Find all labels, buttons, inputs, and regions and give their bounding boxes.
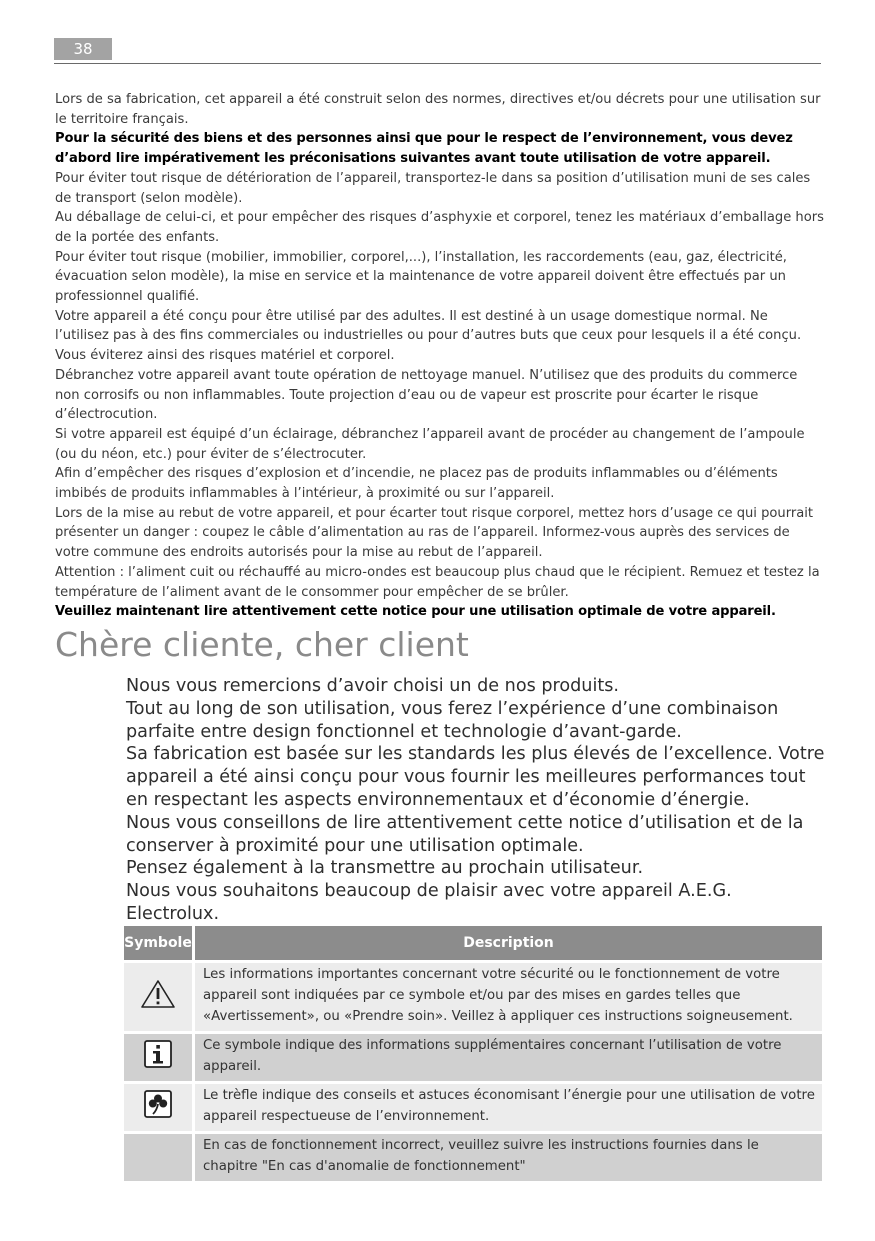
description-cell: Les informations importantes concernant votre sécurité ou le fonctionnement de votre appareil sont indiquées par ce symbole et/ou par des mises en gardes telles que «Avertissement», ou «Prendre soin». Veillez à appliquer ces instructions soigneusement. bbox=[195, 963, 822, 1031]
intro-paragraph: Sa fabrication est basée sur les standards les plus élevés de l’excellence. Votre appareil a été ainsi conçu pour vous fournir les meilleures performances tout en respectant les aspects environnementaux et d’économie d’énergie. bbox=[126, 744, 825, 810]
safety-paragraph: Attention : l’aliment cuit ou réchauffé au micro-ondes est beaucoup plus chaud que le récipient. Remuez et testez la température de l’aliment avant de le consommer pour empêcher de se brûler. bbox=[55, 564, 820, 600]
safety-paragraph: Afin d’empêcher des risques d’explosion et d’incendie, ne placez pas de produits inflammables ou d’éléments imbibés de produits inflammables à l’intérieur, à proximité ou sur l’appareil. bbox=[55, 466, 778, 502]
description-cell: Le trèfle indique des conseils et astuces économisant l’énergie pour une utilisation de votre appareil respectueuse de l’environnement. bbox=[195, 1084, 822, 1131]
table-row bbox=[124, 1134, 822, 1181]
table-row bbox=[124, 1034, 822, 1081]
intro-paragraph: Nous vous remercions d’avoir choisi un de nos produits. bbox=[126, 676, 619, 696]
intro-paragraph: Nous vous souhaitons beaucoup de plaisir avec votre appareil A.E.G. Electrolux. bbox=[126, 881, 732, 924]
section-heading: Chère cliente, cher client bbox=[55, 625, 469, 664]
symbol-cell bbox=[124, 963, 195, 1031]
info-icon bbox=[144, 1040, 172, 1075]
table-header-row bbox=[124, 926, 822, 960]
description-cell: En cas de fonctionnement incorrect, veuillez suivre les instructions fournies dans le chapitre "En cas d'anomalie de fonctionnement" bbox=[195, 1134, 822, 1181]
intro-paragraph: Pensez également à la transmettre au prochain utilisateur. bbox=[126, 858, 644, 879]
safety-paragraph: Au déballage de celui-ci, et pour empêcher des risques d’asphyxie et corporel, tenez les matériaux d’emballage hors de la portée des enfants. bbox=[55, 210, 824, 245]
safety-paragraph: Lors de sa fabrication, cet appareil a été construit selon des normes, directives et/ou décrets pour une utilisation sur le territoire français. bbox=[55, 92, 821, 127]
intro-paragraph: Nous vous conseillons de lire attentivement cette notice d’utilisation et de la conserver à proximité pour une utilisation optimale. bbox=[126, 812, 804, 856]
safety-paragraph: Votre appareil a été conçu pour être utilisé par des adultes. Il est destiné à un usage domestique normal. Ne l’utilisez pas à des fins commerciales ou industrielles ou pour d’autres buts que ceux pour lesquels il a été conçu. Vous éviterez ainsi des risques matériel et corporel. bbox=[55, 308, 802, 364]
intro-paragraph: Tout au long de son utilisation, vous ferez l’expérience d’une combinaison parfaite entre design fonctionnel et technologie d’avant-garde. bbox=[126, 698, 779, 742]
symbol-cell bbox=[124, 1084, 195, 1131]
safety-paragraph: Pour éviter tout risque de détérioration de l’appareil, transportez-le dans sa position d’utilisation muni de ses cales de transport (selon modèle). bbox=[55, 170, 811, 206]
safety-warning-bold: Pour la sécurité des biens et des personnes ainsi que pour le respect de l’environnement, vous devez d’abord lire impérativement les préconisations suivantes avant toute utilisation de votre appareil. bbox=[55, 131, 793, 167]
header-divider bbox=[54, 63, 821, 64]
clover-leaf-icon bbox=[144, 1090, 172, 1125]
safety-instructions bbox=[55, 90, 825, 622]
description-column-header: Description bbox=[195, 926, 822, 960]
page-number: 38 bbox=[54, 38, 112, 60]
intro-text bbox=[126, 675, 826, 926]
safety-paragraph: Pour éviter tout risque (mobilier, immobilier, corporel,...), l’installation, les raccordements (eau, gaz, électricité, évacuation selon modèle), la mise en service et la maintenance de votre appareil doivent être effectués par un professionnel qualifié. bbox=[55, 249, 787, 305]
safety-paragraph: Si votre appareil est équipé d’un éclairage, débranchez l’appareil avant de procéder au changement de l’ampoule (ou du néon, etc.) pour éviter de s’électrocuter. bbox=[55, 426, 805, 462]
table-row bbox=[124, 963, 822, 1031]
table-row bbox=[124, 1084, 822, 1131]
symbol-table bbox=[124, 923, 822, 1184]
safety-closing-bold: Veuillez maintenant lire attentivement cette notice pour une utilisation optimale de votre appareil. bbox=[55, 604, 776, 620]
warning-triangle-icon bbox=[140, 979, 176, 1016]
safety-paragraph: Lors de la mise au rebut de votre appareil, et pour écarter tout risque corporel, mettez hors d’usage ce qui pourrait présenter un danger : coupez le câble d’alimentation au ras de l’appareil. Informez-vous auprès des services de votre commune des endroits autorisés pour la mise au rebut de l’appareil. bbox=[55, 505, 814, 561]
description-cell: Ce symbole indique des informations supplémentaires concernant l’utilisation de votre appareil. bbox=[195, 1034, 822, 1081]
symbol-cell bbox=[124, 1034, 195, 1081]
symbol-cell-empty bbox=[124, 1134, 195, 1181]
safety-paragraph: Débranchez votre appareil avant toute opération de nettoyage manuel. N’utilisez que des produits du commerce non corrosifs ou non inflammables. Toute projection d’eau ou de vapeur est proscrite pour écarter le risque d’électrocution. bbox=[55, 367, 798, 423]
symbol-column-header: Symbole bbox=[124, 926, 195, 960]
